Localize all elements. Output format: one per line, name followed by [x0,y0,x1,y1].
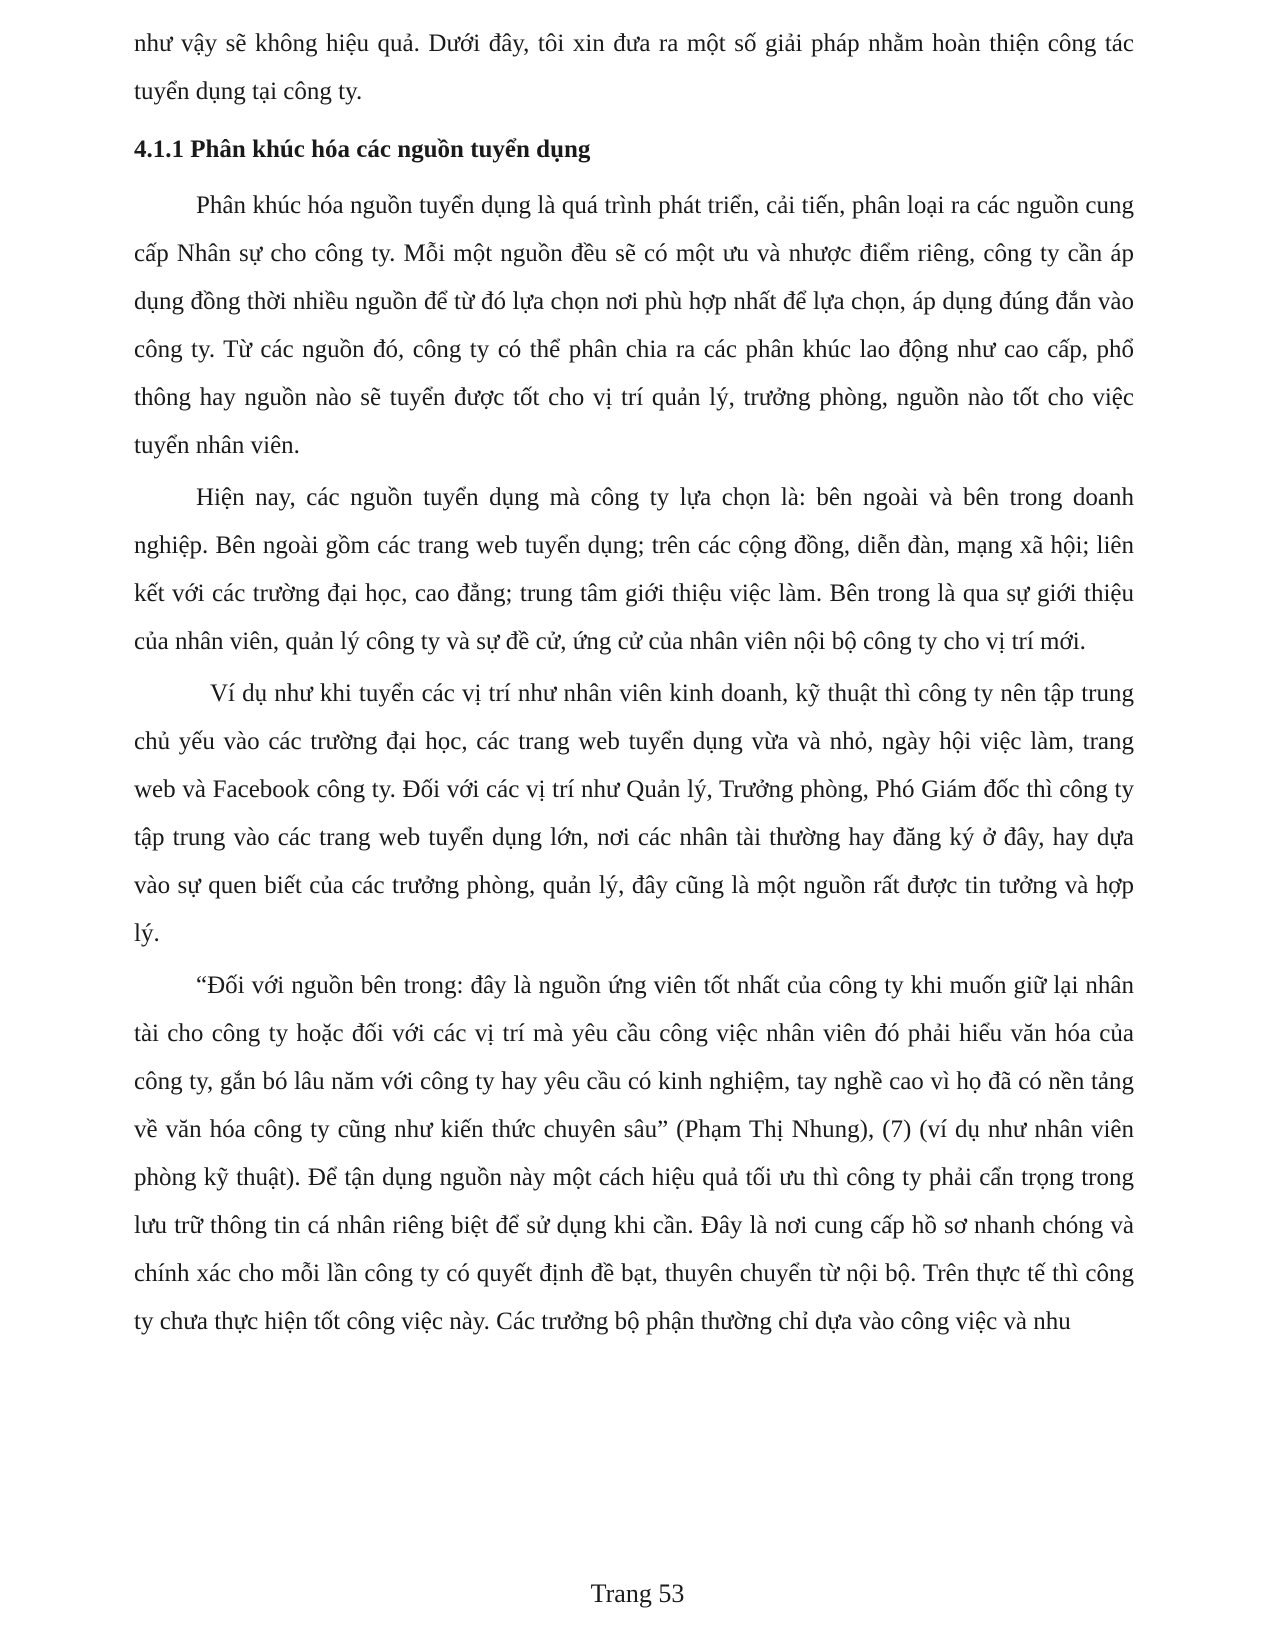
body-paragraph-1: Phân khúc hóa nguồn tuyển dụng là quá trình phát triển, cải tiến, phân loại ra các nguồn cung cấp Nhân sự cho công ty. Mỗi một nguồn đều sẽ có một ưu và nhược điểm riêng, công ty cần áp dụng đồng thời nhiều nguồn để từ đó lựa chọn nơi phù hợp nhất để lựa chọn, áp dụng đúng đắn vào công ty. Từ các nguồn đó, công ty có thể phân chia ra các phân khúc lao động như cao cấp, phổ thông hay nguồn nào sẽ tuyển được tốt cho vị trí quản lý, trưởng phòng, nguồn nào tốt cho việc tuyển nhân viên. [134,192,1134,459]
body-paragraph-2: Hiện nay, các nguồn tuyển dụng mà công ty lựa chọn là: bên ngoài và bên trong doanh nghiệp. Bên ngoài gồm các trang web tuyển dụng; trên các cộng đồng, diễn đàn, mạng xã hội; liên kết với các trường đại học, cao đẳng; trung tâm giới thiệu việc làm. Bên trong là qua sự giới thiệu của nhân viên, quản lý công ty và sự đề cử, ứng cử của nhân viên nội bộ công ty cho vị trí mới. [134,484,1134,655]
body-paragraph-4: “Đối với nguồn bên trong: đây là nguồn ứng viên tốt nhất của công ty khi muốn giữ lại nhân tài cho công ty hoặc đối với các vị trí mà yêu cầu công việc nhân viên đó phải hiểu văn hóa của công ty, gắn bó lâu năm với công ty hay yêu cầu có kinh nghiệm, tay nghề cao vì họ đã có nền tảng về văn hóa công ty cũng như kiến thức chuyên sâu” (Phạm Thị Nhung), (7) (ví dụ như nhân viên phòng kỹ thuật). Để tận dụng nguồn này một cách hiệu quả tối ưu thì công ty phải cẩn trọng trong lưu trữ thông tin cá nhân riêng biệt để sử dụng khi cần. Đây là nơi cung cấp hồ sơ nhanh chóng và chính xác cho mỗi lần công ty có quyết định đề bạt, thuyên chuyển từ nội bộ. Trên thực tế thì công ty chưa thực hiện tốt công việc này. Các trưởng bộ phận thường chỉ dựa vào công việc và nhu [134,972,1134,1335]
body-paragraph-3: Ví dụ như khi tuyển các vị trí như nhân viên kinh doanh, kỹ thuật thì công ty nên tập trung chủ yếu vào các trường đại học, các trang web tuyển dụng vừa và nhỏ, ngày hội việc làm, trang web và Facebook công ty. Đối với các vị trí như Quản lý, Trưởng phòng, Phó Giám đốc thì công ty tập trung vào các trang web tuyển dụng lớn, nơi các nhân tài thường hay đăng ký ở đây, hay dựa vào sự quen biết của các trưởng phòng, quản lý, đây cũng là một nguồn rất được tin tưởng và hợp lý. [134,680,1134,947]
section-heading: 4.1.1 Phân khúc hóa các nguồn tuyển dụng [134,136,591,163]
opening-paragraph: như vậy sẽ không hiệu quả. Dưới đây, tôi xin đưa ra một số giải pháp nhằm hoàn thiện công tác tuyển dụng tại công ty. [134,30,1134,105]
page-number: Trang 53 [590,1579,685,1608]
document-page [134,20,1134,1346]
